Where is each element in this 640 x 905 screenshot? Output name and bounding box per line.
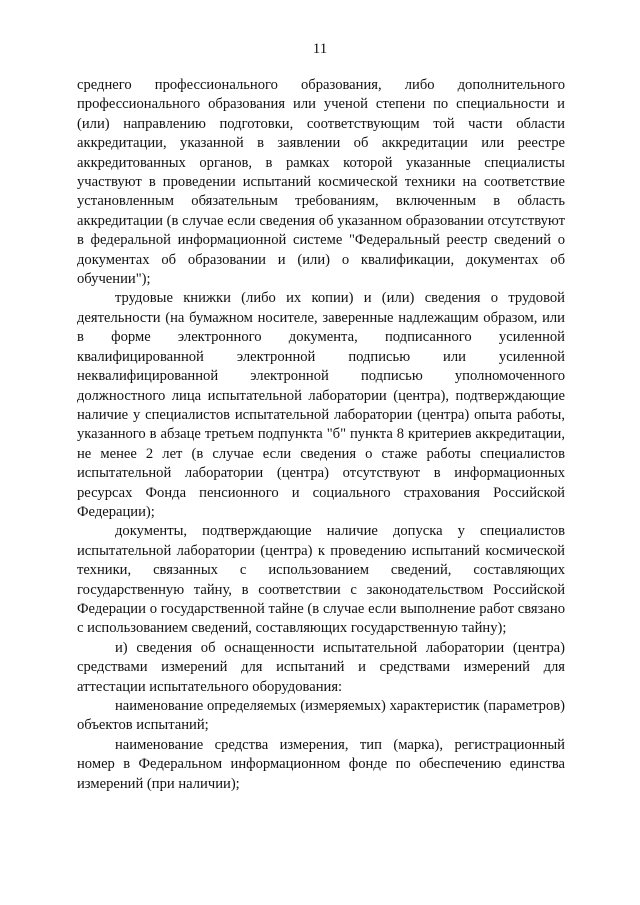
paragraph-p1: среднего профессионального образования, либо дополнительного профессионального образования или ученой степени по специальности и (или) направлению подготовки, соответствующим той части области аккредитации, указанной в заявлении об аккредитации или реестре аккредитованных органов, в рамках которой указанные специалисты участвуют в проведении испытаний космической техники на соответствие установленным обязательным требованиям, включенным в область аккредитации (в случае если сведения об указанном образовании отсутствуют в федеральной информационной системе "Федеральный реестр сведений о документах об образовании и (или) о квалификации, документах об обучении"); [77,77,565,288]
page-number: 11 [312,41,328,57]
paragraph-p6: наименование средства измерения, тип (марка), регистрационный номер в Федеральном информационном фонде по обеспечению единства измерений (при наличии); [77,736,565,792]
paragraph-p2: трудовые книжки (либо их копии) и (или) сведения о трудовой деятельности (на бумажном носителе, заверенные надлежащим образом, или в форме электронного документа, подписанного усиленной квалифицированной электронной подписью или усиленной неквалифицированной электронной подписью уполномоченного должностного лица испытательной лаборатории (центра), подтверждающие наличие у специалистов испытательной лаборатории (центра) опыта работы, указанного в абзаце третьем подпункта "б" пункта 8 критериев аккредитации, не менее 2 лет (в случае если сведения о стаже работы специалистов испытательной лаборатории (центра) отсутствуют в информационных ресурсах Фонда пенсионного и социального страхования Российской Федерации); [77,290,565,520]
paragraph-p4: и) сведения об оснащенности испытательной лаборатории (центра) средствами измерений для испытаний и средствами измерений для аттестации испытательного оборудования: [77,639,565,695]
document-body [77,76,565,794]
paragraph-p3: документы, подтверждающие наличие допуска у специалистов испытательной лаборатории (центра) к проведению испытаний космической техники, связанных с использованием сведений, составляющих государственную тайну, в соответствии с законодательством Российской Федерации о государственной тайне (в случае если выполнение работ связано с использованием сведений, составляющих государственную тайну); [77,523,565,637]
paragraph-p5: наименование определяемых (измеряемых) характеристик (параметров) объектов испытаний; [77,698,565,734]
